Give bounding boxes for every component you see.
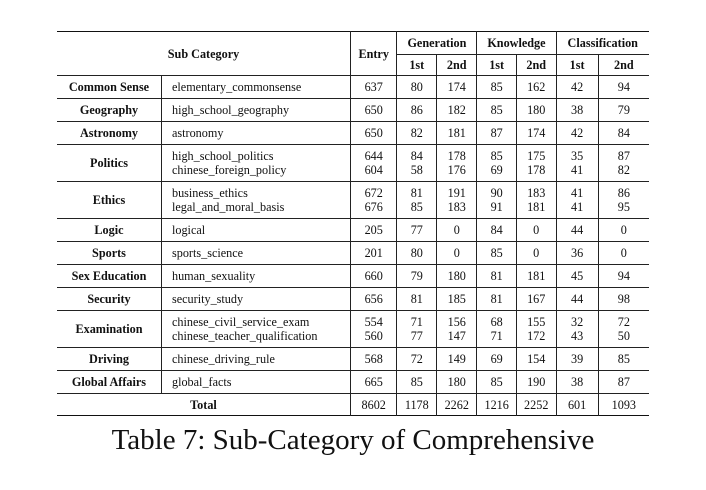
cl-1st-cell-value: 41	[570, 200, 584, 214]
gen-1st-cell-value: 72	[410, 351, 423, 366]
kn-1st-cell	[477, 371, 517, 394]
subcategory-table	[57, 31, 649, 416]
cl-2nd-cell-value: 86	[617, 185, 630, 200]
sub-category-cell	[161, 371, 350, 394]
gen-2nd-cell-value: 178	[447, 148, 466, 163]
cl-2nd-cell	[598, 348, 649, 371]
header-knowledge: Knowledge	[477, 32, 556, 55]
kn-2nd-cell	[516, 242, 556, 265]
header-entry: Entry	[350, 32, 396, 76]
kn-2nd-cell-value: 178	[527, 163, 546, 177]
cl-1st-cell	[556, 182, 598, 219]
kn-2nd-cell	[516, 145, 556, 182]
table-row	[57, 242, 649, 265]
sub-category-cell	[161, 348, 350, 371]
gen-2nd-cell-value: 183	[447, 200, 466, 214]
gen-1st-cell-value: 81	[410, 291, 423, 306]
category-cell: Examination	[57, 311, 161, 348]
gen-2nd-cell-value: 185	[447, 291, 466, 306]
gen-1st-cell-value: 58	[410, 163, 423, 177]
category-cell: Security	[57, 288, 161, 311]
entry-cell-value: 656	[364, 291, 383, 306]
entry-cell-value: 644	[364, 148, 383, 163]
cl-2nd-cell	[598, 76, 649, 99]
header-gen-2nd: 2nd	[437, 55, 477, 76]
cl-1st-cell	[556, 348, 598, 371]
table-row	[57, 145, 649, 182]
gen-2nd-cell-value: 176	[447, 163, 466, 177]
gen-1st-cell-value: 82	[410, 125, 423, 140]
header-cl-1st: 1st	[556, 55, 598, 76]
kn-1st-cell-value: 71	[490, 329, 503, 343]
entry-cell-value: 604	[364, 163, 383, 177]
gen-2nd-cell-value: 147	[447, 329, 466, 343]
total-gen-2nd: 2262	[437, 394, 477, 416]
gen-1st-cell-value: 80	[410, 79, 423, 94]
cl-1st-cell	[556, 311, 598, 348]
table-caption: Table 7: Sub-Category of Comprehensive	[111, 424, 595, 456]
gen-2nd-cell-value: 181	[447, 125, 466, 140]
sub-category-cell	[161, 99, 350, 122]
cl-1st-cell-value: 41	[570, 185, 584, 200]
kn-1st-cell-value: 68	[490, 314, 503, 329]
cl-1st-cell	[556, 219, 598, 242]
sub-category-cell-value: chinese_civil_service_exam	[171, 314, 310, 329]
entry-cell-value: 554	[364, 314, 383, 329]
category-cell: Sex Education	[57, 265, 161, 288]
cl-1st-cell	[556, 265, 598, 288]
gen-1st-cell-value: 77	[410, 222, 423, 237]
table-row	[57, 182, 649, 219]
cl-2nd-cell-value: 50	[617, 329, 630, 343]
gen-1st-cell-value: 80	[410, 245, 423, 260]
cl-1st-cell-value: 44	[570, 222, 584, 237]
cl-2nd-cell	[598, 182, 649, 219]
cl-2nd-cell	[598, 288, 649, 311]
entry-cell-value: 568	[364, 351, 383, 366]
kn-2nd-cell-value: 155	[527, 314, 546, 329]
kn-2nd-cell	[516, 265, 556, 288]
kn-2nd-cell	[516, 99, 556, 122]
entry-cell-value: 672	[364, 185, 383, 200]
cl-1st-cell	[556, 122, 598, 145]
cl-2nd-cell	[598, 99, 649, 122]
cl-2nd-cell	[598, 265, 649, 288]
gen-1st-cell	[397, 219, 437, 242]
gen-2nd-cell	[437, 99, 477, 122]
gen-1st-cell	[397, 145, 437, 182]
kn-1st-cell	[477, 145, 517, 182]
entry-cell	[350, 219, 396, 242]
category-cell: Sports	[57, 242, 161, 265]
kn-2nd-cell-value: 154	[527, 351, 546, 366]
entry-cell-value: 201	[364, 245, 383, 260]
cl-2nd-cell-value: 87	[617, 374, 630, 389]
kn-1st-cell-value: 85	[490, 102, 503, 117]
cl-1st-cell-value: 32	[570, 314, 584, 329]
gen-1st-cell	[397, 288, 437, 311]
kn-2nd-cell-value: 181	[527, 268, 546, 283]
table-row	[57, 99, 649, 122]
category-cell: Ethics	[57, 182, 161, 219]
header-kn-1st: 1st	[477, 55, 517, 76]
cl-1st-cell-value: 38	[570, 102, 584, 117]
entry-cell	[350, 311, 396, 348]
kn-1st-cell-value: 85	[490, 79, 503, 94]
cl-2nd-cell-value: 0	[620, 245, 627, 260]
sub-category-cell-value: high_school_politics	[171, 148, 274, 163]
cl-2nd-cell-value: 82	[617, 163, 630, 177]
kn-2nd-cell	[516, 182, 556, 219]
gen-2nd-cell-value: 0	[453, 245, 460, 260]
sub-category-cell	[161, 182, 350, 219]
kn-2nd-cell-value: 0	[533, 222, 540, 237]
category-cell: Geography	[57, 99, 161, 122]
gen-1st-cell	[397, 311, 437, 348]
cl-1st-cell	[556, 242, 598, 265]
cl-2nd-cell-value: 94	[617, 79, 630, 94]
kn-1st-cell-value: 85	[490, 245, 503, 260]
entry-cell-value: 676	[364, 200, 383, 214]
entry-cell	[350, 145, 396, 182]
entry-cell	[350, 242, 396, 265]
cl-1st-cell	[556, 371, 598, 394]
entry-cell	[350, 182, 396, 219]
sub-category-cell	[161, 219, 350, 242]
cl-2nd-cell	[598, 122, 649, 145]
kn-1st-cell	[477, 182, 517, 219]
gen-2nd-cell-value: 191	[447, 185, 466, 200]
table-row	[57, 311, 649, 348]
gen-2nd-cell	[437, 242, 477, 265]
cl-2nd-cell-value: 85	[617, 351, 630, 366]
header-generation: Generation	[397, 32, 477, 55]
cl-2nd-cell-value: 87	[617, 148, 630, 163]
kn-2nd-cell-value: 190	[527, 374, 546, 389]
gen-2nd-cell-value: 180	[447, 374, 466, 389]
gen-2nd-cell-value: 0	[453, 222, 460, 237]
cl-1st-cell-value: 45	[570, 268, 584, 283]
kn-2nd-cell-value: 183	[527, 185, 546, 200]
gen-1st-cell	[397, 242, 437, 265]
kn-2nd-cell	[516, 219, 556, 242]
kn-1st-cell	[477, 219, 517, 242]
sub-category-cell	[161, 122, 350, 145]
entry-cell-value: 637	[364, 79, 383, 94]
kn-1st-cell-value: 90	[490, 185, 503, 200]
kn-1st-cell	[477, 76, 517, 99]
gen-2nd-cell	[437, 348, 477, 371]
gen-2nd-cell	[437, 145, 477, 182]
entry-cell-value: 205	[364, 222, 383, 237]
header-gen-1st: 1st	[397, 55, 437, 76]
gen-2nd-cell-value: 182	[447, 102, 466, 117]
kn-1st-cell	[477, 265, 517, 288]
kn-2nd-cell-value: 172	[527, 329, 546, 343]
entry-cell	[350, 122, 396, 145]
kn-1st-cell-value: 69	[490, 163, 503, 177]
gen-1st-cell-value: 86	[410, 102, 423, 117]
sub-category-cell	[161, 311, 350, 348]
kn-1st-cell-value: 84	[490, 222, 503, 237]
total-kn-2nd: 2252	[516, 394, 556, 416]
kn-1st-cell-value: 81	[490, 291, 503, 306]
cl-2nd-cell-value: 0	[620, 222, 627, 237]
sub-category-cell-value: global_facts	[171, 374, 232, 389]
kn-1st-cell	[477, 99, 517, 122]
cl-1st-cell-value: 38	[570, 374, 584, 389]
gen-1st-cell-value: 85	[410, 200, 423, 214]
header-classification: Classification	[556, 32, 649, 55]
gen-2nd-cell-value: 180	[447, 268, 466, 283]
table-row	[57, 288, 649, 311]
gen-2nd-cell	[437, 182, 477, 219]
cl-1st-cell	[556, 76, 598, 99]
gen-1st-cell-value: 85	[410, 374, 423, 389]
total-cl-2nd: 1093	[598, 394, 649, 416]
total-cl-1st: 601	[556, 394, 598, 416]
kn-1st-cell-value: 85	[490, 148, 503, 163]
kn-1st-cell	[477, 288, 517, 311]
sub-category-cell-value: business_ethics	[171, 185, 248, 200]
cl-2nd-cell	[598, 311, 649, 348]
gen-1st-cell	[397, 99, 437, 122]
gen-1st-cell	[397, 371, 437, 394]
sub-category-cell-value: security_study	[171, 291, 244, 306]
header-kn-2nd: 2nd	[516, 55, 556, 76]
entry-cell	[350, 99, 396, 122]
kn-2nd-cell	[516, 122, 556, 145]
sub-category-cell-value: sports_science	[171, 245, 244, 260]
kn-2nd-cell-value: 162	[527, 79, 546, 94]
kn-1st-cell	[477, 122, 517, 145]
cl-1st-cell	[556, 288, 598, 311]
table-row	[57, 371, 649, 394]
total-label: Total	[57, 394, 350, 416]
cl-1st-cell-value: 44	[570, 291, 584, 306]
table-row	[57, 76, 649, 99]
gen-2nd-cell-value: 149	[447, 351, 466, 366]
cl-1st-cell-value: 42	[570, 125, 584, 140]
sub-category-cell-value: chinese_teacher_qualification	[171, 329, 318, 343]
cl-1st-cell-value: 41	[570, 163, 584, 177]
total-entry: 8602	[350, 394, 396, 416]
sub-category-cell-value: chinese_foreign_policy	[171, 163, 287, 177]
kn-2nd-cell	[516, 371, 556, 394]
table-row	[57, 122, 649, 145]
gen-2nd-cell	[437, 371, 477, 394]
cl-2nd-cell	[598, 242, 649, 265]
kn-2nd-cell-value: 181	[527, 200, 546, 214]
kn-2nd-cell	[516, 348, 556, 371]
cl-1st-cell	[556, 99, 598, 122]
category-cell: Astronomy	[57, 122, 161, 145]
gen-2nd-cell	[437, 288, 477, 311]
sub-category-cell	[161, 76, 350, 99]
sub-category-cell	[161, 242, 350, 265]
sub-category-cell-value: astronomy	[171, 125, 224, 140]
gen-1st-cell-value: 77	[410, 329, 423, 343]
kn-1st-cell	[477, 311, 517, 348]
gen-2nd-cell	[437, 76, 477, 99]
sub-category-cell-value: human_sexuality	[171, 268, 256, 283]
gen-2nd-cell	[437, 311, 477, 348]
entry-cell-value: 650	[364, 102, 383, 117]
kn-2nd-cell-value: 180	[527, 102, 546, 117]
kn-2nd-cell-value: 0	[533, 245, 540, 260]
gen-2nd-cell	[437, 219, 477, 242]
kn-2nd-cell-value: 175	[527, 148, 546, 163]
kn-1st-cell	[477, 242, 517, 265]
table-row	[57, 219, 649, 242]
entry-cell	[350, 288, 396, 311]
cl-2nd-cell-value: 95	[617, 200, 630, 214]
category-cell: Global Affairs	[57, 371, 161, 394]
entry-cell-value: 665	[364, 374, 383, 389]
kn-2nd-cell-value: 167	[527, 291, 546, 306]
kn-1st-cell-value: 81	[490, 268, 503, 283]
entry-cell-value: 660	[364, 268, 383, 283]
gen-2nd-cell	[437, 122, 477, 145]
gen-1st-cell-value: 81	[410, 185, 423, 200]
cl-1st-cell-value: 42	[570, 79, 584, 94]
gen-1st-cell	[397, 122, 437, 145]
header-cl-2nd: 2nd	[613, 58, 634, 72]
total-kn-1st: 1216	[477, 394, 517, 416]
cl-1st-cell-value: 35	[570, 148, 584, 163]
entry-cell	[350, 371, 396, 394]
sub-category-cell-value: logical	[171, 222, 206, 237]
entry-cell-value: 560	[364, 329, 383, 343]
gen-1st-cell	[397, 182, 437, 219]
gen-1st-cell	[397, 348, 437, 371]
cl-2nd-cell-value: 98	[617, 291, 630, 306]
sub-category-cell	[161, 288, 350, 311]
gen-2nd-cell	[437, 265, 477, 288]
header-sub-category: Sub Category	[57, 32, 350, 76]
cl-2nd-cell	[598, 145, 649, 182]
category-cell: Politics	[57, 145, 161, 182]
total-gen-1st: 1178	[397, 394, 437, 416]
gen-1st-cell	[397, 265, 437, 288]
entry-cell	[350, 348, 396, 371]
gen-1st-cell-value: 79	[410, 268, 423, 283]
kn-1st-cell-value: 85	[490, 374, 503, 389]
gen-2nd-cell-value: 174	[447, 79, 466, 94]
gen-1st-cell-value: 71	[410, 314, 423, 329]
cl-2nd-cell	[598, 371, 649, 394]
category-cell: Common Sense	[57, 76, 161, 99]
cl-2nd-cell-value: 94	[617, 268, 630, 283]
sub-category-cell-value: chinese_driving_rule	[171, 351, 275, 366]
cl-2nd-cell-value: 79	[617, 102, 630, 117]
cl-1st-cell-value: 39	[570, 351, 584, 366]
entry-cell	[350, 265, 396, 288]
kn-1st-cell-value: 69	[490, 351, 503, 366]
table-row	[57, 348, 649, 371]
sub-category-cell	[161, 265, 350, 288]
kn-2nd-cell	[516, 311, 556, 348]
cl-1st-cell	[556, 145, 598, 182]
cl-2nd-cell-value: 84	[617, 125, 630, 140]
table-row	[57, 265, 649, 288]
kn-2nd-cell	[516, 288, 556, 311]
gen-1st-cell	[397, 76, 437, 99]
kn-1st-cell-value: 91	[490, 200, 503, 214]
gen-1st-cell-value: 84	[410, 148, 423, 163]
sub-category-cell	[161, 145, 350, 182]
sub-category-cell-value: high_school_geography	[171, 102, 290, 117]
entry-cell-value: 650	[364, 125, 383, 140]
cl-2nd-cell	[598, 219, 649, 242]
entry-cell	[350, 76, 396, 99]
cl-1st-cell-value: 43	[570, 329, 584, 343]
kn-1st-cell	[477, 348, 517, 371]
cl-1st-cell-value: 36	[570, 245, 584, 260]
gen-2nd-cell-value: 156	[447, 314, 466, 329]
kn-1st-cell-value: 87	[490, 125, 503, 140]
category-cell: Logic	[57, 219, 161, 242]
sub-category-cell-value: elementary_commonsense	[171, 79, 302, 94]
cl-2nd-cell-value: 72	[617, 314, 630, 329]
kn-2nd-cell	[516, 76, 556, 99]
sub-category-cell-value: legal_and_moral_basis	[171, 200, 285, 214]
kn-2nd-cell-value: 174	[527, 125, 546, 140]
category-cell: Driving	[57, 348, 161, 371]
